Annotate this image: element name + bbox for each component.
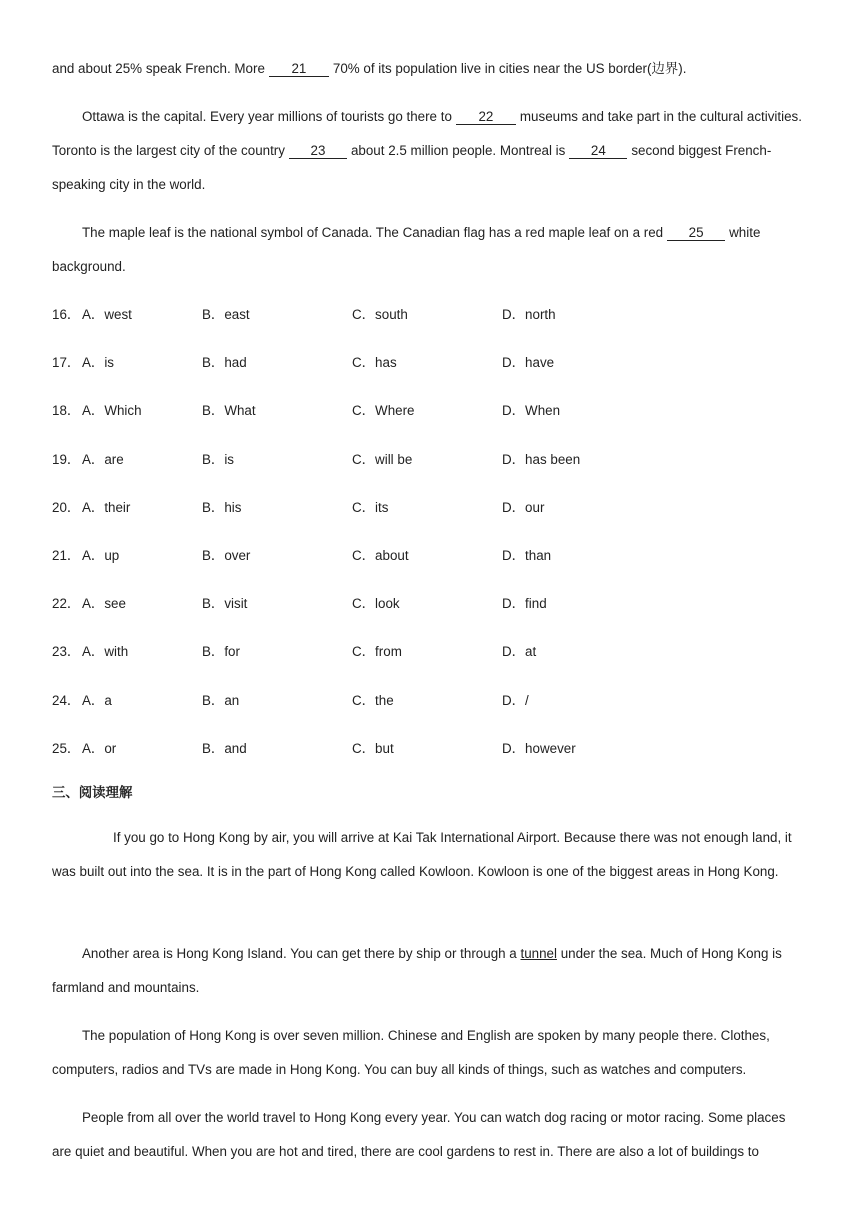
option-c[interactable]: C．Where bbox=[352, 403, 415, 418]
text: Another area is Hong Kong Island. You can get there by ship or through a bbox=[82, 946, 517, 961]
question-number: 25． bbox=[52, 741, 81, 756]
question-number: 21． bbox=[52, 548, 81, 563]
reading-paragraph-4: People from all over the world travel to Hong Kong every year. You can watch dog racing or motor racing. Some places are quiet and beautiful. When you are hot and tired, there are cool gardens to rest in. There are also a lot of buildings to bbox=[52, 1110, 786, 1159]
text: 70% of its population live in cities near the US border(边界). bbox=[332, 61, 687, 76]
option-d[interactable]: D．When bbox=[502, 403, 561, 418]
option-a[interactable]: A．their bbox=[82, 500, 131, 515]
question-row bbox=[52, 353, 752, 373]
question-row bbox=[52, 739, 752, 759]
question-row bbox=[52, 401, 752, 421]
question-number: 20． bbox=[52, 500, 81, 515]
blank-21: 21 bbox=[269, 62, 329, 77]
option-a[interactable]: A．up bbox=[82, 548, 120, 563]
option-b[interactable]: B．visit bbox=[202, 596, 248, 611]
option-b[interactable]: B．is bbox=[202, 452, 234, 467]
underlined-word: tunnel bbox=[520, 946, 557, 961]
text: second biggest French-speaking city in the world. bbox=[52, 143, 772, 192]
blank-24: 24 bbox=[569, 144, 627, 159]
option-c[interactable]: C．has bbox=[352, 355, 397, 370]
option-b[interactable]: B．over bbox=[202, 548, 251, 563]
blank-25: 25 bbox=[667, 226, 725, 241]
option-a[interactable]: A．is bbox=[82, 355, 114, 370]
option-a[interactable]: A．Which bbox=[82, 403, 142, 418]
option-b[interactable]: B．and bbox=[202, 741, 247, 756]
question-row bbox=[52, 691, 752, 711]
option-b[interactable]: B．had bbox=[202, 355, 247, 370]
text: museums and take part in the cultural activities. Toronto is the largest city of the country bbox=[52, 109, 802, 158]
reading-paragraph-1: If you go to Hong Kong by air, you will arrive at Kai Tak International Airport. Because there was not enough land, it was built out into the sea. It is in the part of Hong Kong called Kowloon. Kowloon is one of the biggest areas in Hong Kong. bbox=[52, 830, 792, 879]
option-a[interactable]: A．with bbox=[82, 644, 129, 659]
question-row bbox=[52, 450, 752, 470]
option-d[interactable]: D．north bbox=[502, 307, 556, 322]
option-c[interactable]: C．from bbox=[352, 644, 402, 659]
question-number: 22． bbox=[52, 596, 81, 611]
text: about 2.5 million people. Montreal is bbox=[350, 143, 566, 158]
option-c[interactable]: C．the bbox=[352, 693, 394, 708]
question-row bbox=[52, 546, 752, 566]
text: under the sea. Much of Hong Kong is farmland and mountains. bbox=[52, 946, 782, 995]
text: white background. bbox=[52, 225, 761, 274]
option-c[interactable]: C．look bbox=[352, 596, 400, 611]
blank-22: 22 bbox=[456, 110, 516, 125]
option-b[interactable]: B．What bbox=[202, 403, 256, 418]
question-row bbox=[52, 594, 752, 614]
reading-paragraph-2 bbox=[52, 937, 808, 1005]
question-number: 24． bbox=[52, 693, 81, 708]
question-row bbox=[52, 498, 752, 518]
question-row bbox=[52, 642, 752, 662]
option-a[interactable]: A．are bbox=[82, 452, 124, 467]
option-a[interactable]: A．or bbox=[82, 741, 117, 756]
option-a[interactable]: A．west bbox=[82, 307, 132, 322]
option-d[interactable]: D．at bbox=[502, 644, 537, 659]
option-c[interactable]: C．about bbox=[352, 548, 409, 563]
question-number: 19． bbox=[52, 452, 81, 467]
passage-paragraph-1 bbox=[52, 52, 808, 86]
option-d[interactable]: D．have bbox=[502, 355, 555, 370]
question-number: 17． bbox=[52, 355, 81, 370]
option-c[interactable]: C．will be bbox=[352, 452, 413, 467]
option-d[interactable]: D．find bbox=[502, 596, 547, 611]
question-number: 16． bbox=[52, 307, 81, 322]
text: The maple leaf is the national symbol of Canada. The Canadian flag has a red maple leaf on a red bbox=[82, 225, 664, 240]
option-d[interactable]: D．has been bbox=[502, 452, 581, 467]
text: and about 25% speak French. More bbox=[52, 61, 265, 76]
option-d[interactable]: D．our bbox=[502, 500, 545, 515]
text: Ottawa is the capital. Every year millions of tourists go there to bbox=[82, 109, 452, 124]
option-a[interactable]: A．see bbox=[82, 596, 126, 611]
option-a[interactable]: A．a bbox=[82, 693, 112, 708]
question-number: 23． bbox=[52, 644, 81, 659]
option-c[interactable]: C．its bbox=[352, 500, 389, 515]
blank-23: 23 bbox=[289, 144, 347, 159]
option-d[interactable]: D．/ bbox=[502, 693, 529, 708]
question-row bbox=[52, 305, 752, 325]
question-number: 18． bbox=[52, 403, 81, 418]
option-d[interactable]: D．however bbox=[502, 741, 576, 756]
option-b[interactable]: B．east bbox=[202, 307, 250, 322]
option-c[interactable]: C．south bbox=[352, 307, 408, 322]
option-d[interactable]: D．than bbox=[502, 548, 552, 563]
section-title: 三、阅读理解 bbox=[52, 785, 133, 800]
passage-paragraph-3 bbox=[52, 216, 808, 284]
option-b[interactable]: B．an bbox=[202, 693, 240, 708]
option-b[interactable]: B．his bbox=[202, 500, 242, 515]
option-b[interactable]: B．for bbox=[202, 644, 240, 659]
reading-paragraph-3: The population of Hong Kong is over seven million. Chinese and English are spoken by many people there. Clothes, computers, radios and TVs are made in Hong Kong. You can buy all kinds of things, such as watches and computers. bbox=[52, 1028, 770, 1077]
option-c[interactable]: C．but bbox=[352, 741, 394, 756]
passage-paragraph-2 bbox=[52, 100, 808, 202]
